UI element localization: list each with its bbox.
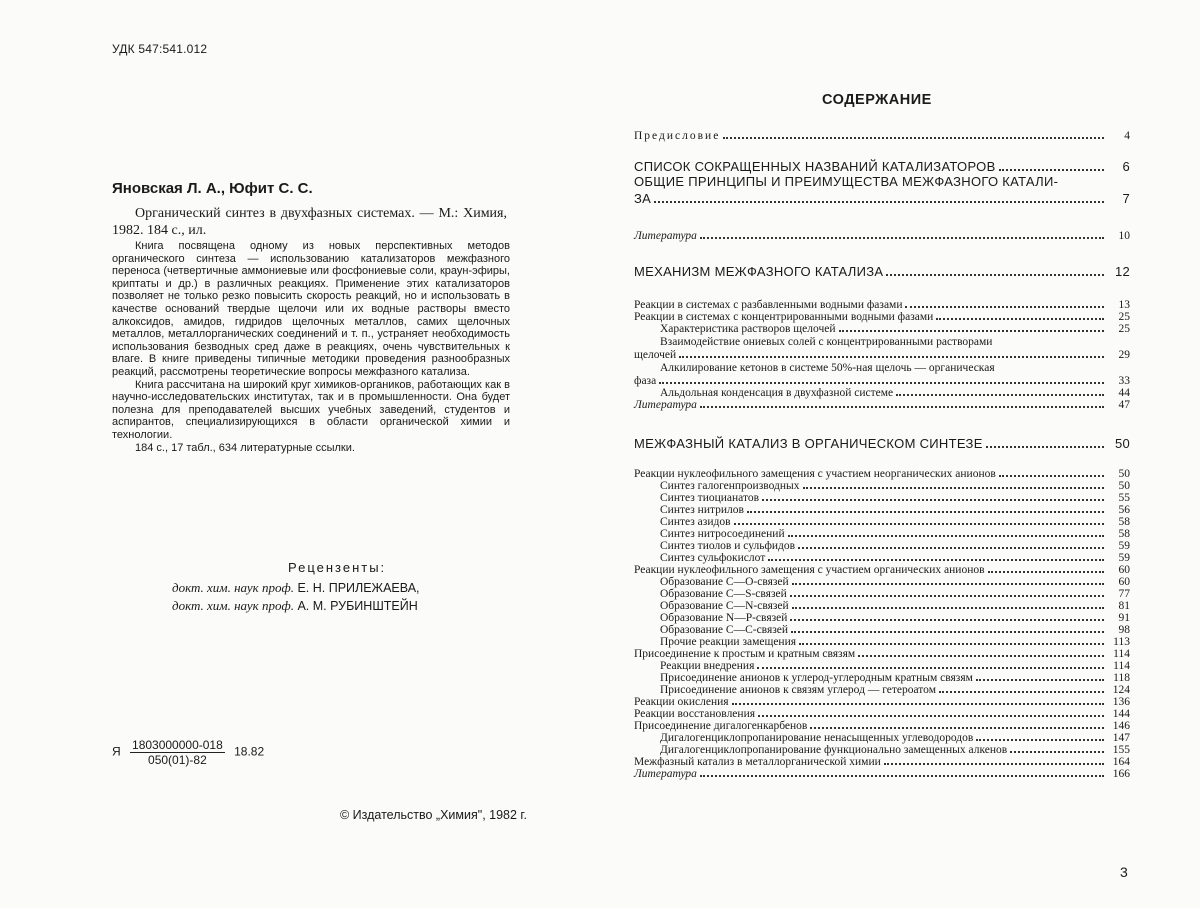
toc-entry-title: Реакции окисления <box>634 696 732 708</box>
toc-entry-title: Присоединение анионов к углерод-углеродным кратным связям <box>634 672 976 684</box>
page-number: 3 <box>1120 864 1128 880</box>
toc-entry-page: 124 <box>1112 684 1130 696</box>
toc-entry-page: 50 <box>1118 480 1130 492</box>
reviewers-heading: Рецензенты: <box>288 560 387 575</box>
toc-entry-page: 114 <box>1113 648 1130 660</box>
toc-entry-title: Синтез тиоцианатов <box>634 492 762 504</box>
toc-entry-page: 98 <box>1118 624 1130 636</box>
toc-entry-title: Образование N—P-связей <box>634 612 790 624</box>
toc-leader-dots <box>803 487 1104 489</box>
toc-entry-title: Синтез тиолов и сульфидов <box>634 540 798 552</box>
catalog-code <box>112 738 264 767</box>
toc-leader-dots <box>768 559 1104 561</box>
toc-leader-dots <box>792 583 1104 585</box>
code-numerator: 1803000000-018 <box>132 738 223 752</box>
toc-entry-page: 81 <box>1118 600 1130 612</box>
toc-leader-dots <box>896 394 1104 396</box>
toc-entry <box>634 192 1130 206</box>
toc-entry-page: 164 <box>1112 756 1130 768</box>
toc-leader-dots <box>734 523 1105 525</box>
reviewer-name: Е. Н. ПРИЛЕЖАЕВА, <box>297 581 420 595</box>
toc-leader-dots <box>976 739 1104 741</box>
toc-leader-dots <box>790 619 1104 621</box>
toc-entry-page: 56 <box>1118 504 1130 516</box>
abstract-paragraph: Книга рассчитана на широкий круг химиков-органиков, работающих как в научно-исследовательских институтах, так и в промышленности. Она будет полезна для преподавателей высших учебных заведений, студентов и аспирантов, специализирующихся в области органической химии и технологии. <box>112 378 510 441</box>
book-authors: Яновская Л. А., Юфит С. С. <box>112 180 313 197</box>
toc-leader-dots <box>758 715 1104 717</box>
toc-entry-title: Реакции внедрения <box>634 660 757 672</box>
toc-entry <box>634 766 1130 780</box>
toc-entry-title: Присоединение дигалогенкарбенов <box>634 720 810 732</box>
toc-entry-page: 155 <box>1112 744 1130 756</box>
toc-entry-title: Реакции в системах с концентрированными водными фазами <box>634 311 936 323</box>
reviewer-degree: докт. хим. наук проф. <box>172 580 294 595</box>
toc-entry-page: 58 <box>1118 516 1130 528</box>
toc-entry-page: 114 <box>1113 660 1130 672</box>
toc-leader-dots <box>905 306 1104 308</box>
toc-entry-page: 59 <box>1118 540 1130 552</box>
toc-entry-page: 10 <box>1118 230 1130 242</box>
toc-entry-title: Литература <box>634 230 700 242</box>
toc-entry-title: щелочей <box>634 349 679 361</box>
toc-entry <box>634 265 1130 279</box>
toc-leader-dots <box>884 763 1104 765</box>
toc-leader-dots <box>810 727 1104 729</box>
toc-leader-dots <box>939 691 1104 693</box>
toc-entry-title: Характеристика растворов щелочей <box>634 323 839 335</box>
toc-entry-title: Литература <box>634 768 700 780</box>
toc-leader-dots <box>936 318 1104 320</box>
toc-entry-title: ОБЩИЕ ПРИНЦИПЫ И ПРЕИМУЩЕСТВА МЕЖФАЗНОГО КАТАЛИ- <box>634 174 1061 189</box>
toc-leader-dots <box>679 356 1104 358</box>
toc-leader-dots <box>791 631 1104 633</box>
abstract-paragraph: 184 с., 17 табл., 634 литературные ссылки. <box>135 441 355 454</box>
toc-leader-dots <box>659 382 1104 384</box>
abstract-paragraph: Книга посвящена одному из новых перспективных методов органического синтеза — использованию катализаторов межфазного переноса (четвертичные аммониевые или фосфониевые соли, краун-эфиры, криптаты и др.) в различных реакциях. Применение этих катализаторов позволяет не только резко повысить скорость реакций, но и использовать в качестве оснований твердые щелочи или их водные растворы вместо алкоксидов, амидов, гидридов щелочных металлов, самих щелочных металлов, металлорганических соединений и т. п., устраняет необходимость использования безводных сред даже в реакциях, очень чувствительных к влаге. В книге приведены типичные методики проведения разнообразных реакций, рассмотрены теоретические вопросы межфазного катализа. <box>112 240 510 378</box>
toc-entry <box>634 175 1130 189</box>
code-prefix: Я <box>112 744 121 759</box>
toc-entry-page: 166 <box>1112 768 1130 780</box>
code-fraction <box>130 738 225 767</box>
toc-entry-title: Присоединение анионов к связям углерод — гетероатом <box>634 684 939 696</box>
toc-entry-page: 58 <box>1118 528 1130 540</box>
toc-entry-page: 147 <box>1112 732 1130 744</box>
toc-entry <box>634 347 1130 361</box>
bibliographic-entry: Органический синтез в двухфазных системах. — М.: Химия, 1982. 184 с., ил. <box>112 206 507 238</box>
toc-entry-page: 44 <box>1118 387 1130 399</box>
toc-entry-title: Синтез сульфокислот <box>634 552 768 564</box>
toc-entry-title: Образование C—N-связей <box>634 600 792 612</box>
toc-entry-page: 13 <box>1118 299 1130 311</box>
toc-entry-page: 29 <box>1118 349 1130 361</box>
toc-entry-title: Образование C—O-связей <box>634 576 792 588</box>
toc-entry-title: Реакции в системах с разбавленными водными фазами <box>634 299 905 311</box>
toc-leader-dots <box>999 169 1104 171</box>
code-suffix: 18.82 <box>234 744 265 759</box>
toc-entry-title: Дигалогенциклопропанирование ненасыщенных углеводородов <box>634 732 976 744</box>
toc-entry-title: Предисловие <box>634 130 723 142</box>
toc-entry-title: Альдольная конденсация в двухфазной системе <box>634 387 896 399</box>
toc-entry-title: Реакции нуклеофильного замещения с участием органических анионов <box>634 564 988 576</box>
toc-entry-title: Синтез нитросоединений <box>634 528 788 540</box>
toc-leader-dots <box>858 655 1104 657</box>
toc-leader-dots <box>986 446 1104 448</box>
toc-entry-title: СПИСОК СОКРАЩЕННЫХ НАЗВАНИЙ КАТАЛИЗАТОРОВ <box>634 159 999 174</box>
toc-entry-title: Синтез галогенпроизводных <box>634 480 803 492</box>
toc-entry <box>634 397 1130 411</box>
toc-entry-title: Взаимодействие ониевых солей с концентрированными растворами <box>634 336 995 348</box>
toc-entry-title: Дигалогенциклопропанирование функционально замещенных алкенов <box>634 744 1010 756</box>
toc-entry <box>634 437 1130 451</box>
toc-entry-title: Синтез азидов <box>634 516 734 528</box>
toc-entry-title: Образование C—C-связей <box>634 624 791 636</box>
toc-entry-title: Реакции восстановления <box>634 708 758 720</box>
toc-entry-page: 6 <box>1122 159 1130 174</box>
toc-entry-page: 60 <box>1118 564 1130 576</box>
toc-entry-title: Реакции нуклеофильного замещения с участием неорганических анионов <box>634 468 999 480</box>
toc-entry <box>634 334 1130 348</box>
toc-entry-page: 4 <box>1124 130 1130 142</box>
book-abstract <box>112 240 510 454</box>
toc-leader-dots <box>788 535 1104 537</box>
toc-leader-dots <box>1010 751 1104 753</box>
toc-entry-page: 136 <box>1112 696 1130 708</box>
toc-leader-dots <box>654 201 1104 203</box>
toc-leader-dots <box>762 499 1104 501</box>
toc-entry-page: 59 <box>1118 552 1130 564</box>
toc-entry-page: 12 <box>1114 264 1130 279</box>
toc-entry-title: Прочие реакции замещения <box>634 636 799 648</box>
toc-leader-dots <box>886 274 1104 276</box>
toc-entry-title: фаза <box>634 375 659 387</box>
toc-entry-page: 55 <box>1118 492 1130 504</box>
toc-leader-dots <box>988 571 1104 573</box>
toc-leader-dots <box>700 237 1104 239</box>
toc-entry-page: 118 <box>1113 672 1130 684</box>
toc-entry-page: 50 <box>1118 468 1130 480</box>
toc-entry-title: Образование C—S-связей <box>634 588 790 600</box>
toc-entry-page: 77 <box>1118 588 1130 600</box>
toc-leader-dots <box>723 137 1104 139</box>
toc-leader-dots <box>799 643 1104 645</box>
toc-leader-dots <box>700 775 1104 777</box>
toc-leader-dots <box>747 511 1104 513</box>
toc-entry-title: Присоединение к простым и кратным связям <box>634 648 858 660</box>
udk-code: УДК 547:541.012 <box>112 42 208 56</box>
toc-entry <box>634 160 1130 174</box>
toc-leader-dots <box>757 667 1104 669</box>
toc-leader-dots <box>732 703 1104 705</box>
toc-entry-title: ЗА <box>634 191 654 206</box>
toc-entry-title: Алкилирование кетонов в системе 50%-ная щелочь — органическая <box>634 362 998 374</box>
toc-leader-dots <box>792 607 1104 609</box>
reviewer-line <box>172 598 418 614</box>
toc-leader-dots <box>790 595 1104 597</box>
toc-leader-dots <box>839 330 1105 332</box>
toc-entry-page: 60 <box>1118 576 1130 588</box>
toc-leader-dots <box>999 475 1104 477</box>
toc-leader-dots <box>976 679 1104 681</box>
toc-entry-page: 25 <box>1118 323 1130 335</box>
toc-entry-title: Межфазный катализ в металлорганической химии <box>634 756 884 768</box>
reviewer-line <box>172 580 420 596</box>
toc-entry <box>634 128 1130 142</box>
reviewer-degree: докт. хим. наук проф. <box>172 598 294 613</box>
toc-entry-page: 91 <box>1118 612 1130 624</box>
toc-entry-page: 7 <box>1122 191 1130 206</box>
toc-entry-title: Литература <box>634 399 700 411</box>
toc-entry-page: 144 <box>1112 708 1130 720</box>
toc-title: СОДЕРЖАНИЕ <box>822 92 932 108</box>
toc-leader-dots <box>700 406 1104 408</box>
toc-entry <box>634 321 1130 335</box>
reviewer-name: А. М. РУБИНШТЕЙН <box>297 599 418 613</box>
toc-entry <box>634 360 1130 374</box>
toc-entry-title: МЕХАНИЗМ МЕЖФАЗНОГО КАТАЛИЗА <box>634 264 886 279</box>
toc-entry-page: 33 <box>1118 375 1130 387</box>
toc-entry-title: Синтез нитрилов <box>634 504 747 516</box>
toc-entry-page: 47 <box>1118 399 1130 411</box>
toc-leader-dots <box>798 547 1104 549</box>
toc-entry <box>634 228 1130 242</box>
toc-entry-page: 146 <box>1112 720 1130 732</box>
publisher-copyright: © Издательство „Химия", 1982 г. <box>340 808 527 822</box>
toc-entry-title: МЕЖФАЗНЫЙ КАТАЛИЗ В ОРГАНИЧЕСКОМ СИНТЕЗЕ <box>634 436 986 451</box>
toc-entry-page: 50 <box>1114 436 1130 451</box>
toc-entry-page: 113 <box>1113 636 1130 648</box>
toc-entry-page: 25 <box>1118 311 1130 323</box>
code-denominator: 050(01)-82 <box>148 753 207 767</box>
